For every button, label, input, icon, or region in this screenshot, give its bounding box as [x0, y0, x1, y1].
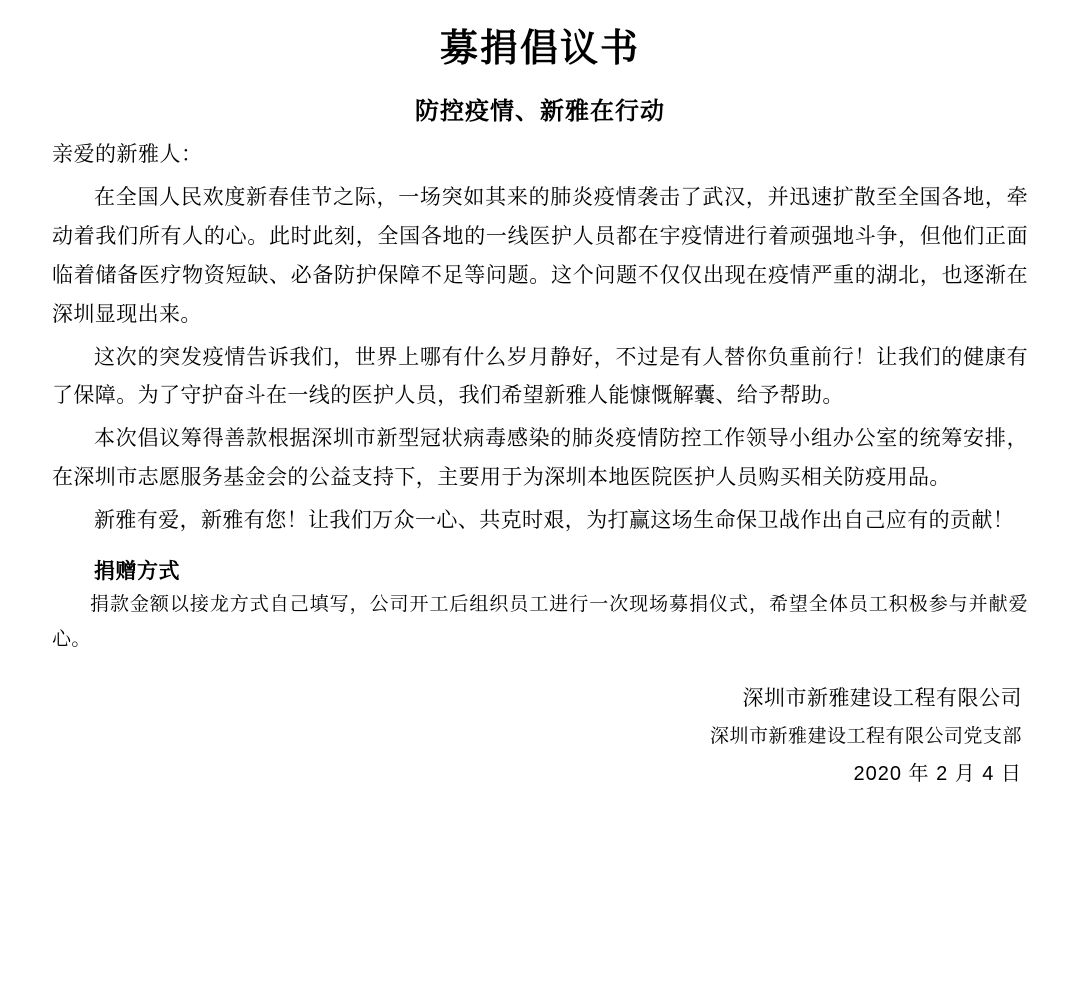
body-paragraph-3: 本次倡议筹得善款根据深圳市新型冠状病毒感染的肺炎疫情防控工作领导小组办公室的统筹安排，在深圳市志愿服务基金会的公益支持下，主要用于为深圳本地医院医护人员购买相关防疫用品。	[52, 427, 1028, 490]
page-title: 募捐倡议书	[439, 28, 640, 70]
page-subtitle: 防控疫情、新雅在行动	[415, 98, 665, 126]
signature-organization: 深圳市新雅建设工程有限公司	[742, 687, 1022, 711]
salutation: 亲爱的新雅人：	[52, 143, 203, 167]
signature-branch: 深圳市新雅建设工程有限公司党支部	[709, 725, 1022, 747]
signature-date: 2020 年 2 月 4 日	[853, 763, 1022, 785]
donation-method-heading: 捐赠方式	[94, 559, 180, 583]
donation-method-text: 捐款金额以接龙方式自己填写，公司开工后组织员工进行一次现场募捐仪式，希望全体员工积极参与并献爱心。	[52, 593, 1028, 650]
body-paragraph-1: 在全国人民欢度新春佳节之际，一场突如其来的肺炎疫情袭击了武汉，并迅速扩散至全国各地，牵动着我们所有人的心。此时此刻，全国各地的一线医护人员都在宇疫情进行着顽强地斗争，但他们正面临着储备医疗物资短缺、必备防护保障不足等问题。这个问题不仅仅出现在疫情严重的湖北，也逐渐在深圳显现出来。	[52, 186, 1028, 326]
body-paragraph-2: 这次的突发疫情告诉我们，世界上哪有什么岁月静好，不过是有人替你负重前行！让我们的健康有了保障。为了守护奋斗在一线的医护人员，我们希望新雅人能慷慨解囊、给予帮助。	[52, 345, 1028, 408]
signature-block	[52, 679, 1028, 793]
body-paragraph-4: 新雅有爱，新雅有您！让我们万众一心、共克时艰，为打赢这场生命保卫战作出自己应有的贡献！	[94, 508, 1015, 532]
